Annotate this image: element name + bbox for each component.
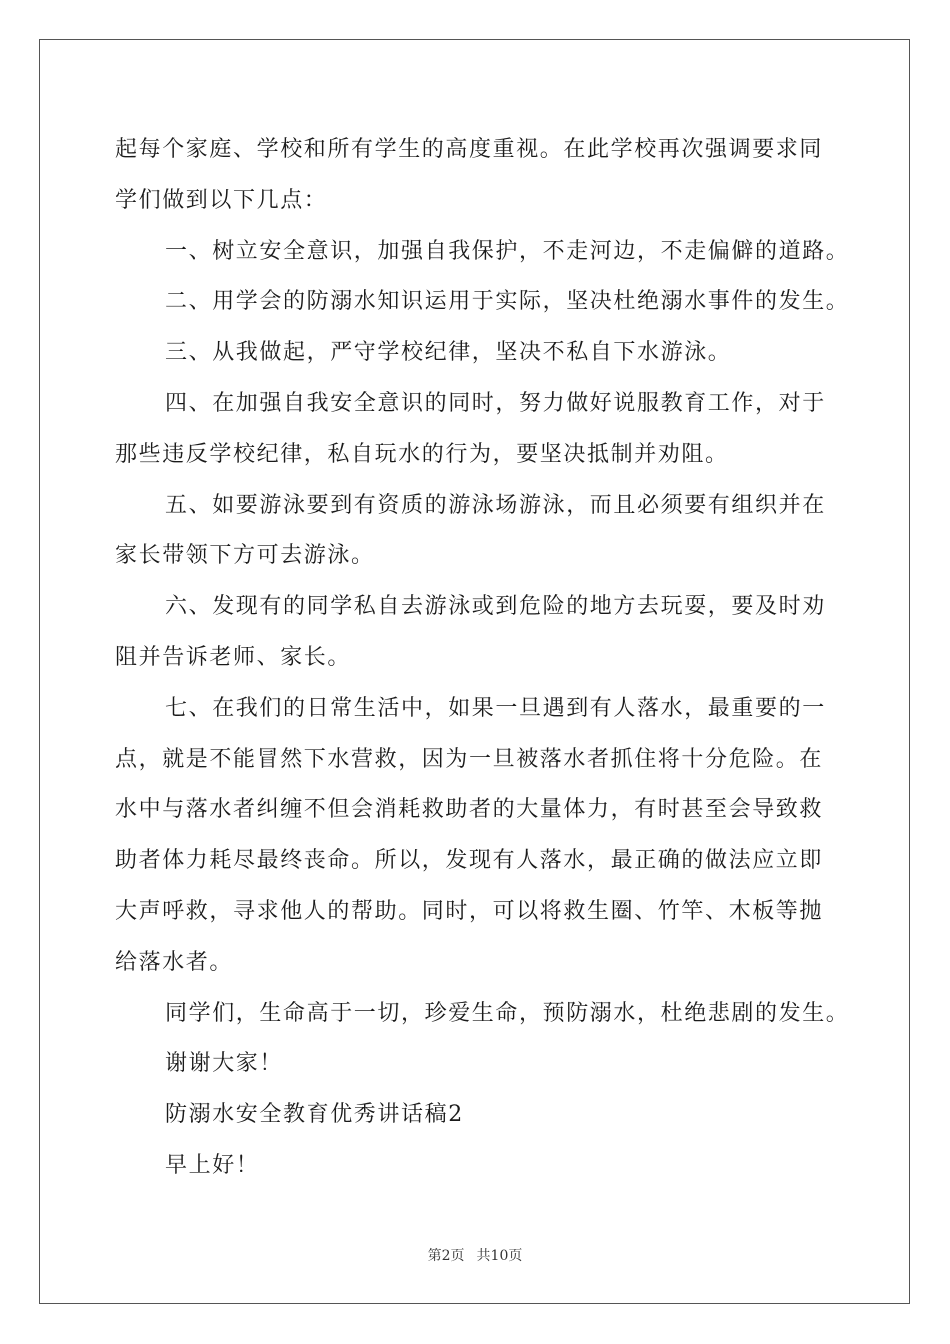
list-item: 四、在加强自我安全意识的同时，努力做好说服教育工作，对于 xyxy=(165,391,826,416)
paragraph: 早上好！ xyxy=(165,1153,260,1178)
page-number: 第2页 xyxy=(427,1248,465,1264)
section-title: 防溺水安全教育优秀讲话稿2 xyxy=(165,1102,464,1127)
text-line: 给落水者。 xyxy=(115,950,234,975)
paragraph: 谢谢大家！ xyxy=(165,1051,284,1076)
page-total: 共10页 xyxy=(476,1248,523,1264)
text-line: 那些违反学校纪律，私自玩水的行为，要坚决抵制并劝阻。 xyxy=(115,442,729,467)
text-line: 大声呼救，寻求他人的帮助。同时，可以将救生圈、竹竿、木板等抛 xyxy=(115,899,824,924)
text-line: 学们做到以下几点： xyxy=(115,188,328,213)
list-item: 三、从我做起，严守学校纪律，坚决不私自下水游泳。 xyxy=(165,340,732,365)
text-line: 助者体力耗尽最终丧命。所以，发现有人落水，最正确的做法应立即 xyxy=(115,848,824,873)
list-item: 七、在我们的日常生活中，如果一旦遇到有人落水，最重要的一 xyxy=(165,696,826,721)
text-line: 水中与落水者纠缠不但会消耗救助者的大量体力，有时甚至会导致救 xyxy=(115,797,824,822)
text-line: 家长带领下方可去游泳。 xyxy=(115,543,375,568)
list-item: 二、用学会的防溺水知识运用于实际，坚决杜绝溺水事件的发生。 xyxy=(165,289,850,314)
text-line: 阻并告诉老师、家长。 xyxy=(115,645,352,670)
list-item: 一、树立安全意识，加强自我保护，不走河边，不走偏僻的道路。 xyxy=(165,239,850,264)
list-item: 六、发现有的同学私自去游泳或到危险的地方去玩耍，要及时劝 xyxy=(165,594,826,619)
paragraph: 同学们，生命高于一切，珍爱生命，预防溺水，杜绝悲剧的发生。 xyxy=(165,1001,850,1026)
text-line: 起每个家庭、学校和所有学生的高度重视。在此学校再次强调要求同 xyxy=(115,137,824,162)
page-footer xyxy=(0,1245,950,1265)
text-line: 点，就是不能冒然下水营救，因为一旦被落水者抓住将十分危险。在 xyxy=(115,747,824,772)
list-item: 五、如要游泳要到有资质的游泳场游泳，而且必须要有组织并在 xyxy=(165,493,826,518)
